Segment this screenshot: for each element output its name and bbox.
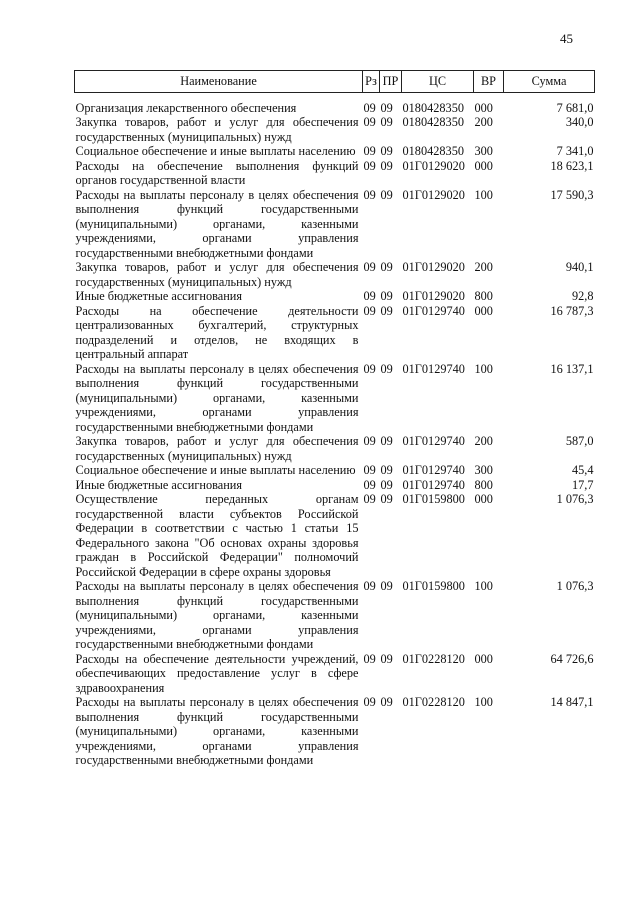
cell-cs: 0180428350	[402, 100, 464, 115]
cell-cs: 01Г0129740	[402, 434, 465, 448]
cell-pr: 09	[380, 260, 393, 274]
header-rz: Рз	[363, 71, 380, 93]
cell-sum: 1 076,3	[556, 579, 594, 593]
cell-cs: 01Г0129020	[402, 187, 465, 202]
cell-rz: 09	[363, 579, 376, 593]
cell-name: Организация лекарственного обеспечения	[75, 100, 297, 115]
cell-pr: 09	[380, 695, 393, 709]
cell-sum: 18 623,1	[550, 158, 594, 173]
cell-cs: 01Г0159800	[402, 492, 465, 506]
cell-name: Закупка товаров, работ и услуг для обеспечения государственных (муниципальных) нужд	[75, 115, 359, 144]
cell-vr: 100	[474, 695, 493, 709]
cell-vr: 000	[474, 651, 493, 666]
cell-vr: 000	[474, 158, 493, 173]
table-row	[75, 188, 595, 261]
cell-pr: 09	[380, 477, 393, 492]
table-header-row	[75, 71, 595, 93]
cell-sum: 17,7	[571, 477, 594, 492]
cell-name: Расходы на обеспечение выполнения функций органов государственной власти	[75, 158, 359, 187]
cell-pr: 09	[380, 158, 393, 173]
table-row	[75, 463, 595, 478]
cell-sum: 45,4	[571, 463, 594, 477]
cell-vr: 000	[474, 100, 493, 115]
header-sum: Сумма	[504, 71, 595, 93]
cell-pr: 09	[380, 289, 393, 303]
cell-cs: 01Г0129740	[402, 361, 465, 376]
cell-vr: 800	[474, 289, 493, 303]
cell-cs: 0180428350	[402, 144, 464, 158]
page-number: 45	[560, 31, 573, 46]
cell-cs: 01Г0228120	[402, 651, 465, 666]
cell-rz: 09	[363, 100, 376, 115]
table-row	[75, 434, 595, 463]
cell-sum: 16 787,3	[550, 303, 594, 318]
cell-rz: 09	[363, 303, 376, 318]
cell-rz: 09	[363, 144, 376, 158]
cell-name: Расходы на обеспечение деятельности учреждений, обеспечивающих предоставление услуг в сфере здравоохранения	[75, 651, 359, 695]
cell-sum: 940,1	[565, 260, 594, 274]
cell-rz: 09	[363, 695, 376, 709]
cell-vr: 000	[474, 492, 493, 506]
table-row	[75, 304, 595, 362]
cell-cs: 01Г0129740	[402, 463, 465, 477]
cell-cs: 01Г0129740	[402, 477, 465, 492]
cell-rz: 09	[363, 158, 376, 173]
cell-pr: 09	[380, 651, 393, 666]
cell-vr: 200	[474, 115, 493, 129]
cell-sum: 14 847,1	[550, 695, 594, 709]
cell-pr: 09	[380, 303, 393, 318]
cell-cs: 01Г0228120	[402, 695, 465, 709]
cell-sum: 587,0	[565, 434, 594, 448]
table-row	[75, 362, 595, 435]
cell-cs: 01Г0159800	[402, 579, 465, 593]
cell-pr: 09	[380, 463, 393, 477]
cell-pr: 09	[380, 187, 393, 202]
cell-sum: 7 681,0	[556, 100, 594, 115]
cell-name: Иные бюджетные ассигнования	[75, 289, 243, 303]
cell-vr: 100	[474, 361, 493, 376]
cell-sum: 17 590,3	[550, 187, 594, 202]
cell-vr: 200	[474, 260, 493, 274]
table-row	[75, 695, 595, 768]
cell-name: Закупка товаров, работ и услуг для обеспечения государственных (муниципальных) нужд	[75, 434, 359, 463]
cell-name: Социальное обеспечение и иные выплаты населению	[75, 144, 356, 158]
header-pr: ПР	[380, 71, 402, 93]
cell-cs: 01Г0129740	[402, 303, 465, 318]
header-name: Наименование	[75, 71, 363, 93]
cell-vr: 200	[474, 434, 493, 448]
cell-name: Закупка товаров, работ и услуг для обеспечения государственных (муниципальных) нужд	[75, 260, 359, 289]
cell-rz: 09	[363, 289, 376, 303]
cell-sum: 340,0	[565, 115, 594, 129]
table-row	[75, 101, 595, 116]
table-row	[75, 144, 595, 159]
cell-rz: 09	[363, 434, 376, 448]
cell-rz: 09	[363, 260, 376, 274]
cell-sum: 1 076,3	[556, 492, 594, 506]
cell-cs: 01Г0129020	[402, 289, 465, 303]
table-row	[75, 492, 595, 579]
table-row	[75, 289, 595, 304]
table-row	[75, 652, 595, 696]
cell-rz: 09	[363, 361, 376, 376]
cell-rz: 09	[363, 187, 376, 202]
cell-rz: 09	[363, 651, 376, 666]
cell-name: Расходы на выплаты персоналу в целях обеспечения выполнения функций государственными (муниципальными) органами, казенными учреждениями, органами управления государственными внебюджетными фондами	[75, 579, 359, 651]
cell-pr: 09	[380, 434, 393, 448]
table-row	[75, 260, 595, 289]
cell-sum: 92,8	[571, 289, 594, 303]
cell-vr: 100	[474, 579, 493, 593]
cell-vr: 100	[474, 187, 493, 202]
cell-name: Расходы на выплаты персоналу в целях обеспечения выполнения функций государственными (муниципальными) органами, казенными учреждениями, органами управления государственными внебюджетными фондами	[75, 361, 359, 434]
header-vr: ВР	[474, 71, 504, 93]
cell-pr: 09	[380, 144, 393, 158]
cell-name: Расходы на выплаты персоналу в целях обеспечения выполнения функций государственными (муниципальными) органами, казенными учреждениями, органами управления государственными внебюджетными фондами	[75, 187, 359, 260]
table-row	[75, 115, 595, 144]
cell-sum: 7 341,0	[556, 144, 594, 158]
cell-pr: 09	[380, 100, 393, 115]
cell-rz: 09	[363, 463, 376, 477]
cell-name: Расходы на выплаты персоналу в целях обеспечения выполнения функций государственными (муниципальными) органами, казенными учреждениями, органами управления государственными внебюджетными фондами	[75, 695, 359, 767]
cell-vr: 800	[474, 477, 493, 492]
cell-name: Иные бюджетные ассигнования	[75, 477, 243, 492]
cell-pr: 09	[380, 492, 393, 506]
cell-vr: 300	[474, 144, 493, 158]
cell-cs: 0180428350	[402, 115, 464, 129]
cell-rz: 09	[363, 477, 376, 492]
cell-sum: 64 726,6	[550, 651, 594, 666]
cell-pr: 09	[380, 579, 393, 593]
table-row	[75, 478, 595, 493]
cell-cs: 01Г0129020	[402, 158, 465, 173]
budget-table	[74, 70, 595, 768]
cell-pr: 09	[380, 361, 393, 376]
cell-name: Осуществление переданных органам государственной власти субъектов Российской Федерации в соответствии с частью 1 статьи 15 Федерального закона "Об основах охраны здоровья граждан в Российской Федерации" полномочий Российской Федерации в сфере охраны здоровья	[75, 492, 359, 579]
cell-vr: 000	[474, 303, 493, 318]
table-row	[75, 579, 595, 652]
cell-cs: 01Г0129020	[402, 260, 465, 274]
table-row	[75, 159, 595, 188]
cell-vr: 300	[474, 463, 493, 477]
cell-pr: 09	[380, 115, 393, 129]
cell-rz: 09	[363, 115, 376, 129]
cell-rz: 09	[363, 492, 376, 506]
cell-sum: 16 137,1	[550, 361, 594, 376]
header-cs: ЦС	[402, 71, 474, 93]
cell-name: Социальное обеспечение и иные выплаты населению	[75, 463, 356, 477]
cell-name: Расходы на обеспечение деятельности централизованных бухгалтерий, структурных подразделений и отделов, не входящих в центральный аппарат	[75, 303, 359, 361]
